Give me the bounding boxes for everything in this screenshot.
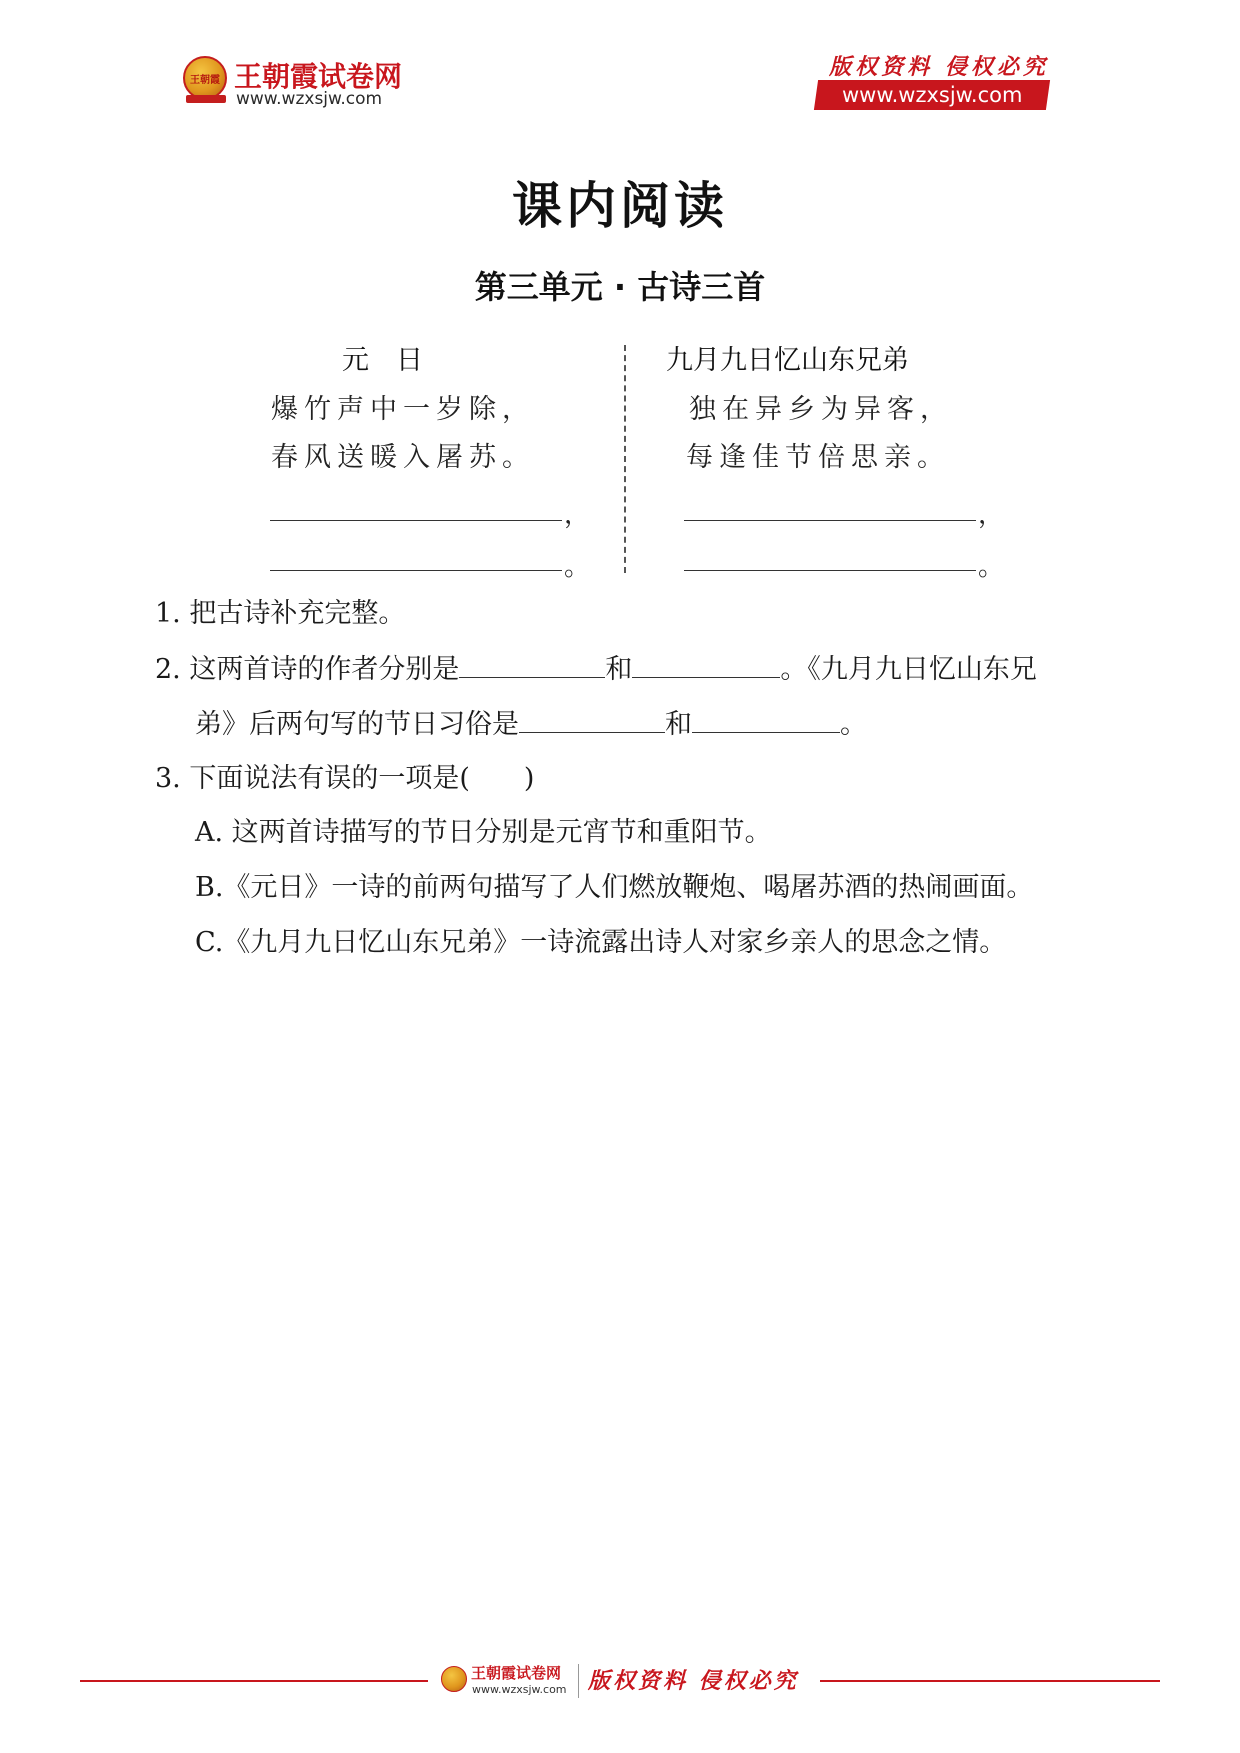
question-2-blank-custom-1[interactable] (519, 706, 665, 733)
poem-1-line-2: 春风送暖入屠苏。 (271, 442, 535, 473)
question-2-blank-custom-2[interactable] (692, 706, 840, 733)
brand-name: 王朝霞试卷网 (234, 60, 403, 93)
poem-2-blank-2-punct: 。 (978, 552, 1005, 582)
page-title: 课内阅读 (512, 177, 728, 235)
poem-1-blank-1[interactable] (270, 520, 562, 521)
url-banner (814, 80, 1050, 110)
poem-1-blank-2-punct: 。 (564, 552, 591, 582)
footer-rule-right (820, 1680, 1160, 1682)
footer-copyright-notice: 版权资料 侵权必究 (588, 1668, 799, 1694)
question-2-blank-author-1[interactable] (459, 651, 605, 678)
question-2-mid: 。《九月九日忆山东兄 (780, 654, 1037, 685)
question-2-line-1 (155, 651, 1037, 688)
poem-1-blank-1-punct: ， (564, 500, 591, 530)
poem-2-blank-2[interactable] (684, 570, 976, 571)
question-2-and-1: 和 (605, 654, 633, 685)
brand-url: www.wzxsjw.com (236, 89, 383, 109)
question-2-line-2 (195, 706, 867, 743)
question-2-and-2: 和 (665, 709, 692, 740)
url-banner-text: www.wzxsjw.com (841, 83, 1023, 107)
logo-ribbon (186, 95, 226, 103)
question-1: 1. 把古诗补充完整。 (155, 598, 406, 629)
poem-2-title: 九月九日忆山东兄弟 (666, 345, 909, 376)
footer-rule-left (80, 1680, 428, 1682)
poem-1-blank-2[interactable] (270, 570, 562, 571)
logo-badge-text: 王朝霞 (190, 74, 220, 86)
copyright-notice: 版权资料 侵权必究 (829, 54, 1049, 80)
poem-1-title: 元 日 (342, 345, 423, 376)
footer-brand-url: www.wzxsjw.com (472, 1683, 567, 1696)
question-2-line2-prefix: 弟》后两句写的节日习俗是 (195, 709, 519, 740)
question-3-option-a[interactable]: A. 这两首诗描写的节日分别是元宵节和重阳节。 (195, 817, 772, 848)
question-3-option-b[interactable]: B.《元日》一诗的前两句描写了人们燃放鞭炮、喝屠苏酒的热闹画面。 (195, 872, 1034, 903)
page-subtitle: 第三单元 · 古诗三首 (474, 268, 766, 306)
poem-2-blank-1[interactable] (684, 520, 976, 521)
footer-logo-icon (441, 1666, 467, 1692)
poem-divider (624, 345, 626, 573)
brand-logo-icon (183, 56, 227, 100)
poem-1-line-1: 爆竹声中一岁除， (271, 394, 535, 425)
question-2-blank-author-2[interactable] (632, 651, 780, 678)
question-2-end: 。 (840, 709, 867, 740)
footer-separator (578, 1664, 579, 1698)
question-3-stem: 3. 下面说法有误的一项是( ) (155, 763, 535, 794)
question-2-prefix: 2. 这两首诗的作者分别是 (155, 654, 460, 685)
question-3-option-c[interactable]: C.《九月九日忆山东兄弟》一诗流露出诗人对家乡亲人的思念之情。 (195, 927, 1007, 958)
footer-brand-name: 王朝霞试卷网 (471, 1664, 562, 1682)
poem-2-line-1: 独在异乡为异客， (689, 394, 953, 425)
poem-2-blank-1-punct: ， (978, 500, 1005, 530)
poem-2-line-2: 每逢佳节倍思亲。 (686, 442, 950, 473)
